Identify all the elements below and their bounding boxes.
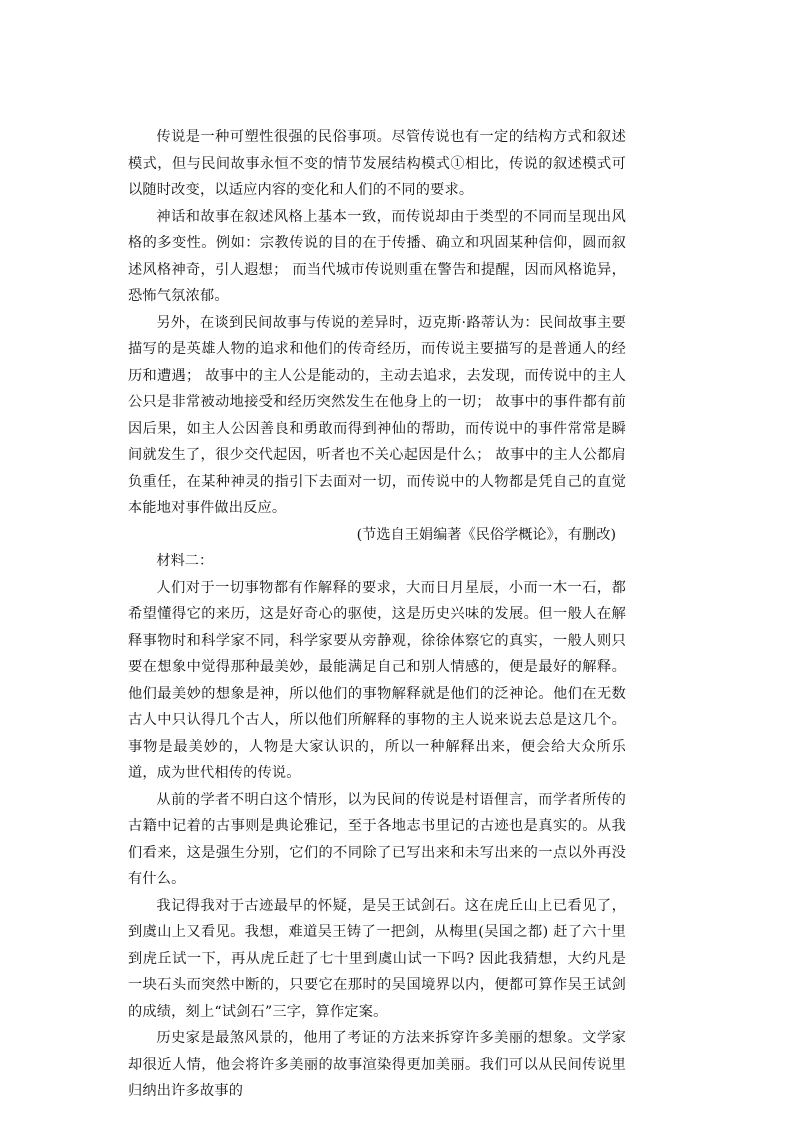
document-page [128, 124, 626, 1105]
paragraph-folktale-legend-difference: 另外，在谈到民间故事与传说的差异时，迈克斯·路蒂认为：民间故事主要描写的是英雄人物的追求和他们的传奇经历，而传说主要描写的是普通人的经历和遭遇； 故事中的主人公是能动的，主动去追求，去发现，而传说中的主人公只是非常被动地接受和经历突然发生在他身上的一切； 故事中的事件都有前因后果，如主人公因善良和勇敢而得到神仙的帮助，而传说中的事件常常是瞬间就发生了，很少交代起因，听者也不关心起因是什么； 故事中的主人公都肩负重任，在某种神灵的指引下去面对一切，而传说中的人物都是凭自己的直觉本能地对事件做出反应。 [128, 314, 626, 516]
paragraph-style-variety: 神话和故事在叙述风格上基本一致，而传说却由于类型的不同而呈现出风格的多变性。例如：宗教传说的目的在于传播、确立和巩固某种信仰，圆而叙述风格神奇，引人遐想； 而当代城市传说则重在警告和提醒，因而风格诡异，恐怖气氛浓郁。 [128, 208, 626, 304]
paragraph-explanation-desire: 人们对于一切事物都有作解释的要求，大而日月星辰，小而一木一石，都希望懂得它的来历，这是好奇心的驱使，这是历史兴味的发展。但一般人在解释事物时和科学家不同，科学家要从旁静观，徐徐体察它的真实，一般人则只要在想象中觉得那种最美妙，最能满足自己和别人情感的，便是最好的解释。他们最美妙的想象是神，所以他们的事物解释就是他们的泛神论。他们在无数古人中只认得几个古人，所以他们所解释的事物的主人说来说去总是这几个。事物是最美妙的，人物是大家认识的，所以一种解释出来，便会给大众所乐道，成为世代相传的传说。 [128, 579, 626, 781]
paragraph-legend-plasticity: 传说是一种可塑性很强的民俗事项。尽管传说也有一定的结构方式和叙述模式，但与民间故事永恒不变的情节发展结构模式①相比，传说的叙述模式可以随时改变，以适应内容的变化和人们的不同的要求。 [128, 129, 626, 198]
source-note: (节选自王娟编著《民俗学概论》，有删改) [356, 526, 616, 543]
paragraph-scholars-misunderstanding: 从前的学者不明白这个情形，以为民间的传说是村语俚言，而学者所传的古籍中记着的古事则是典论雅记，至于各地志书里记的古迹也是真实的。从我们看来，这是强生分别，它们的不同除了已写出来和未写出来的一点以外再没有什么。 [128, 791, 626, 887]
material-two-label: 材料二： [156, 553, 214, 569]
paragraph-sword-stone: 我记得我对于古迹最早的怀疑，是吴王试剑石。这在虎丘山上已看见了，到虞山上又看见。我想，难道吴王铸了一把剑，从梅里(吴国之都) 赶了六十里到虎丘试一下，再从虎丘赶了七十里到虞山试一下吗? 因此我猜想，大约凡是一块石头而突然中断的，只要它在那时的吴国境界以内，便都可算作吴王试剑的成绩，刻上“试剑石”三字，算作定案。 [128, 897, 626, 1020]
paragraph-historian-writer: 历史家是最煞风景的，他用了考证的方法来拆穿许多美丽的想象。文学家却很近人情，他会将许多美丽的故事渲染得更加美丽。我们可以从民间传说里归纳出许多故事的 [128, 1030, 626, 1099]
